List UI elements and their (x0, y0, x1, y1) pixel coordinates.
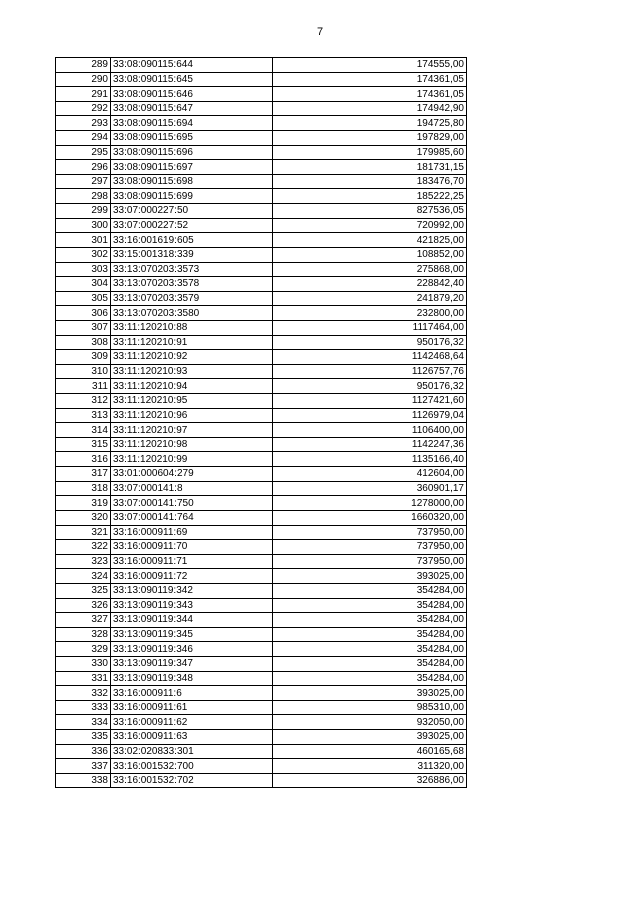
row-number-cell: 331 (56, 671, 111, 686)
table-row (56, 262, 467, 277)
value-cell: 354284,00 (273, 671, 467, 686)
cadastral-number-cell: 33:13:090119:346 (111, 642, 273, 657)
table-row (56, 350, 467, 365)
cadastral-number-cell: 33:16:001532:700 (111, 759, 273, 774)
cadastral-number-cell: 33:11:120210:99 (111, 452, 273, 467)
row-number-cell: 301 (56, 233, 111, 248)
table-row (56, 145, 467, 160)
value-cell: 460165,68 (273, 744, 467, 759)
table-row (56, 481, 467, 496)
table-row (56, 510, 467, 525)
table-row (56, 218, 467, 233)
cadastral-number-cell: 33:08:090115:697 (111, 160, 273, 175)
table-row (56, 423, 467, 438)
row-number-cell: 290 (56, 72, 111, 87)
table-row (56, 540, 467, 555)
row-number-cell: 299 (56, 204, 111, 219)
row-number-cell: 336 (56, 744, 111, 759)
cadastral-number-cell: 33:13:090119:343 (111, 598, 273, 613)
table-row (56, 72, 467, 87)
cadastral-number-cell: 33:07:000227:52 (111, 218, 273, 233)
page-number: 7 (316, 26, 324, 38)
value-cell: 1278000,00 (273, 496, 467, 511)
value-cell: 108852,00 (273, 247, 467, 262)
table-row (56, 87, 467, 102)
value-cell: 737950,00 (273, 554, 467, 569)
cadastral-number-cell: 33:07:000141:750 (111, 496, 273, 511)
value-cell: 1126979,04 (273, 408, 467, 423)
value-cell: 354284,00 (273, 583, 467, 598)
row-number-cell: 325 (56, 583, 111, 598)
table-row (56, 642, 467, 657)
row-number-cell: 326 (56, 598, 111, 613)
row-number-cell: 289 (56, 58, 111, 73)
value-cell: 1135166,40 (273, 452, 467, 467)
cadastral-number-cell: 33:16:000911:61 (111, 700, 273, 715)
value-cell: 737950,00 (273, 525, 467, 540)
cadastral-number-cell: 33:07:000227:50 (111, 204, 273, 219)
table-row (56, 467, 467, 482)
cadastral-number-cell: 33:11:120210:92 (111, 350, 273, 365)
value-cell: 183476,70 (273, 174, 467, 189)
row-number-cell: 312 (56, 394, 111, 409)
row-number-cell: 320 (56, 510, 111, 525)
table-row (56, 744, 467, 759)
row-number-cell: 323 (56, 554, 111, 569)
cadastral-number-cell: 33:11:120210:97 (111, 423, 273, 438)
cadastral-number-cell: 33:16:001619:605 (111, 233, 273, 248)
table-row (56, 496, 467, 511)
value-cell: 228842,40 (273, 277, 467, 292)
cadastral-number-cell: 33:07:000141:764 (111, 510, 273, 525)
cadastral-number-cell: 33:11:120210:91 (111, 335, 273, 350)
row-number-cell: 330 (56, 656, 111, 671)
table-row (56, 773, 467, 788)
row-number-cell: 310 (56, 364, 111, 379)
cadastral-number-cell: 33:16:000911:62 (111, 715, 273, 730)
table-row (56, 525, 467, 540)
cadastral-number-cell: 33:16:001532:702 (111, 773, 273, 788)
table-row (56, 700, 467, 715)
cadastral-number-cell: 33:16:000911:63 (111, 730, 273, 745)
table-row (56, 394, 467, 409)
value-cell: 1142247,36 (273, 437, 467, 452)
table-row (56, 408, 467, 423)
row-number-cell: 311 (56, 379, 111, 394)
value-cell: 360901,17 (273, 481, 467, 496)
cadastral-number-cell: 33:16:000911:6 (111, 686, 273, 701)
value-cell: 827536,05 (273, 204, 467, 219)
table-row (56, 656, 467, 671)
cadastral-number-cell: 33:13:070203:3578 (111, 277, 273, 292)
cadastral-number-cell: 33:16:000911:69 (111, 525, 273, 540)
table-row (56, 759, 467, 774)
row-number-cell: 314 (56, 423, 111, 438)
table-row (56, 116, 467, 131)
cadastral-number-cell: 33:13:070203:3579 (111, 291, 273, 306)
cadastral-number-cell: 33:08:090115:647 (111, 101, 273, 116)
value-cell: 950176,32 (273, 379, 467, 394)
value-cell: 354284,00 (273, 656, 467, 671)
value-cell: 197829,00 (273, 131, 467, 146)
cadastral-number-cell: 33:08:090115:645 (111, 72, 273, 87)
row-number-cell: 333 (56, 700, 111, 715)
value-cell: 174361,05 (273, 72, 467, 87)
row-number-cell: 324 (56, 569, 111, 584)
cadastral-number-cell: 33:13:090119:345 (111, 627, 273, 642)
value-cell: 421825,00 (273, 233, 467, 248)
table-row (56, 583, 467, 598)
cadastral-number-cell: 33:08:090115:698 (111, 174, 273, 189)
table-row (56, 189, 467, 204)
row-number-cell: 328 (56, 627, 111, 642)
row-number-cell: 302 (56, 247, 111, 262)
table-row (56, 437, 467, 452)
row-number-cell: 322 (56, 540, 111, 555)
cadastral-number-cell: 33:11:120210:88 (111, 320, 273, 335)
cadastral-number-cell: 33:11:120210:98 (111, 437, 273, 452)
value-cell: 179985,60 (273, 145, 467, 160)
table-row (56, 101, 467, 116)
value-cell: 354284,00 (273, 642, 467, 657)
row-number-cell: 292 (56, 101, 111, 116)
row-number-cell: 307 (56, 320, 111, 335)
cadastral-number-cell: 33:07:000141:8 (111, 481, 273, 496)
value-cell: 354284,00 (273, 627, 467, 642)
row-number-cell: 319 (56, 496, 111, 511)
table-row (56, 335, 467, 350)
cadastral-number-cell: 33:13:090119:347 (111, 656, 273, 671)
cadastral-number-cell: 33:02:020833:301 (111, 744, 273, 759)
value-cell: 737950,00 (273, 540, 467, 555)
table-row (56, 291, 467, 306)
value-cell: 174942,90 (273, 101, 467, 116)
value-cell: 1106400,00 (273, 423, 467, 438)
row-number-cell: 293 (56, 116, 111, 131)
table-row (56, 58, 467, 73)
value-cell: 412604,00 (273, 467, 467, 482)
cadastral-number-cell: 33:13:070203:3573 (111, 262, 273, 277)
cadastral-value-table (55, 57, 467, 788)
row-number-cell: 306 (56, 306, 111, 321)
value-cell: 1117464,00 (273, 320, 467, 335)
value-cell: 1142468,64 (273, 350, 467, 365)
value-cell: 932050,00 (273, 715, 467, 730)
row-number-cell: 327 (56, 613, 111, 628)
table-row (56, 671, 467, 686)
value-cell: 1127421,60 (273, 394, 467, 409)
cadastral-number-cell: 33:08:090115:646 (111, 87, 273, 102)
table-body (56, 58, 467, 788)
cadastral-number-cell: 33:08:090115:695 (111, 131, 273, 146)
row-number-cell: 332 (56, 686, 111, 701)
table-row (56, 277, 467, 292)
cadastral-number-cell: 33:11:120210:95 (111, 394, 273, 409)
row-number-cell: 335 (56, 730, 111, 745)
table-row (56, 174, 467, 189)
table-row (56, 715, 467, 730)
row-number-cell: 304 (56, 277, 111, 292)
cadastral-number-cell: 33:08:090115:696 (111, 145, 273, 160)
value-cell: 393025,00 (273, 730, 467, 745)
table-row (56, 364, 467, 379)
table-row (56, 554, 467, 569)
value-cell: 275868,00 (273, 262, 467, 277)
value-cell: 241879,20 (273, 291, 467, 306)
row-number-cell: 303 (56, 262, 111, 277)
row-number-cell: 334 (56, 715, 111, 730)
cadastral-number-cell: 33:08:090115:644 (111, 58, 273, 73)
row-number-cell: 321 (56, 525, 111, 540)
table-row (56, 730, 467, 745)
cadastral-number-cell: 33:16:000911:71 (111, 554, 273, 569)
value-cell: 174555,00 (273, 58, 467, 73)
cadastral-number-cell: 33:11:120210:96 (111, 408, 273, 423)
cadastral-number-cell: 33:01:000604:279 (111, 467, 273, 482)
row-number-cell: 291 (56, 87, 111, 102)
value-cell: 181731,15 (273, 160, 467, 175)
row-number-cell: 308 (56, 335, 111, 350)
value-cell: 354284,00 (273, 613, 467, 628)
table-row (56, 320, 467, 335)
row-number-cell: 315 (56, 437, 111, 452)
table-row (56, 452, 467, 467)
cadastral-number-cell: 33:08:090115:699 (111, 189, 273, 204)
row-number-cell: 305 (56, 291, 111, 306)
row-number-cell: 297 (56, 174, 111, 189)
table-row (56, 131, 467, 146)
cadastral-number-cell: 33:11:120210:93 (111, 364, 273, 379)
cadastral-number-cell: 33:15:001318:339 (111, 247, 273, 262)
row-number-cell: 313 (56, 408, 111, 423)
table-row (56, 379, 467, 394)
cadastral-number-cell: 33:13:070203:3580 (111, 306, 273, 321)
table-row (56, 204, 467, 219)
value-cell: 393025,00 (273, 686, 467, 701)
row-number-cell: 298 (56, 189, 111, 204)
table-row (56, 160, 467, 175)
table-row (56, 686, 467, 701)
table-row (56, 233, 467, 248)
row-number-cell: 295 (56, 145, 111, 160)
cadastral-number-cell: 33:16:000911:72 (111, 569, 273, 584)
value-cell: 950176,32 (273, 335, 467, 350)
table-row (56, 598, 467, 613)
value-cell: 194725,80 (273, 116, 467, 131)
table-row (56, 247, 467, 262)
row-number-cell: 294 (56, 131, 111, 146)
table-row (56, 569, 467, 584)
row-number-cell: 337 (56, 759, 111, 774)
value-cell: 174361,05 (273, 87, 467, 102)
cadastral-number-cell: 33:13:090119:344 (111, 613, 273, 628)
value-cell: 311320,00 (273, 759, 467, 774)
row-number-cell: 338 (56, 773, 111, 788)
table-row (56, 613, 467, 628)
value-cell: 720992,00 (273, 218, 467, 233)
row-number-cell: 316 (56, 452, 111, 467)
value-cell: 185222,25 (273, 189, 467, 204)
value-cell: 232800,00 (273, 306, 467, 321)
value-cell: 1126757,76 (273, 364, 467, 379)
row-number-cell: 318 (56, 481, 111, 496)
table-row (56, 627, 467, 642)
cadastral-number-cell: 33:13:090119:348 (111, 671, 273, 686)
value-cell: 985310,00 (273, 700, 467, 715)
row-number-cell: 296 (56, 160, 111, 175)
cadastral-number-cell: 33:16:000911:70 (111, 540, 273, 555)
row-number-cell: 317 (56, 467, 111, 482)
cadastral-number-cell: 33:11:120210:94 (111, 379, 273, 394)
row-number-cell: 329 (56, 642, 111, 657)
cadastral-number-cell: 33:08:090115:694 (111, 116, 273, 131)
cadastral-number-cell: 33:13:090119:342 (111, 583, 273, 598)
value-cell: 393025,00 (273, 569, 467, 584)
row-number-cell: 300 (56, 218, 111, 233)
value-cell: 326886,00 (273, 773, 467, 788)
value-cell: 1660320,00 (273, 510, 467, 525)
table-row (56, 306, 467, 321)
row-number-cell: 309 (56, 350, 111, 365)
value-cell: 354284,00 (273, 598, 467, 613)
